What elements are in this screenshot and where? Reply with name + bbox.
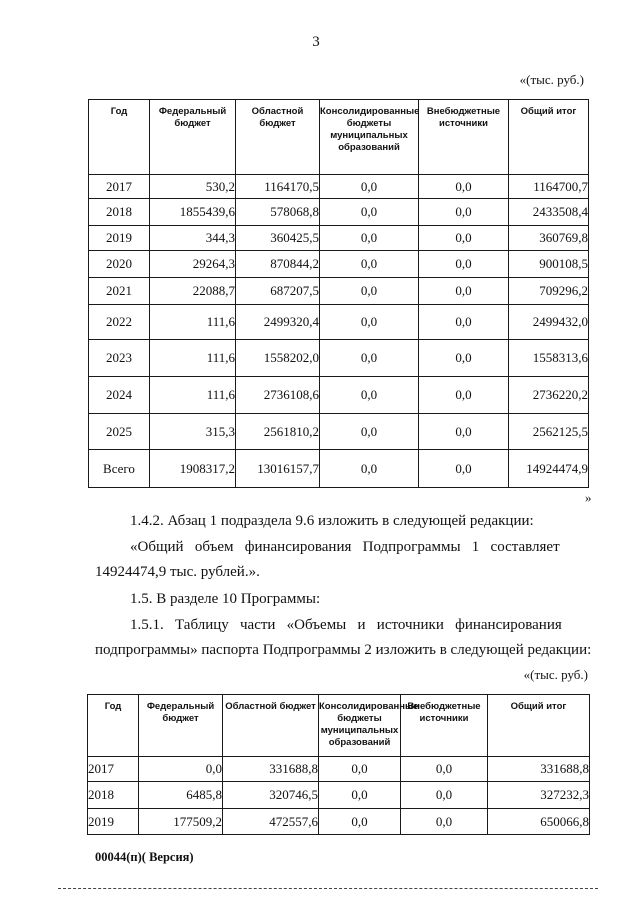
cell-federal-budget: 1908317,2 (150, 450, 236, 488)
table-row (89, 305, 589, 340)
header-federal-budget: Федеральный бюджет (139, 695, 223, 757)
cell-year: 2022 (89, 305, 150, 340)
table-header-row (88, 695, 590, 757)
header-municipal-budgets: Консолидированные бюджеты муниципальных образований (320, 100, 419, 175)
cell-federal-budget: 29264,3 (150, 251, 236, 278)
cell-federal-budget: 6485,8 (139, 782, 223, 809)
cell-extrabudgetary: 0,0 (419, 199, 509, 226)
table-row (89, 377, 589, 414)
table2-unit-label: «(тыс. руб.) (523, 667, 588, 682)
page-number: 3 (312, 34, 320, 50)
table-row (89, 278, 589, 305)
cell-year: 2023 (89, 340, 150, 377)
cell-total: 331688,8 (488, 757, 590, 782)
cell-extrabudgetary: 0,0 (419, 414, 509, 450)
header-year: Год (89, 100, 150, 175)
cell-extrabudgetary: 0,0 (419, 251, 509, 278)
cell-federal-budget: 22088,7 (150, 278, 236, 305)
cell-extrabudgetary: 0,0 (419, 278, 509, 305)
cell-federal-budget: 177509,2 (139, 809, 223, 835)
header-regional-budget: Областной бюджет (236, 100, 320, 175)
cell-year: 2020 (89, 251, 150, 278)
cell-total: 2562125,5 (509, 414, 589, 450)
cell-extrabudgetary: 0,0 (419, 450, 509, 488)
paragraph-1-5-1-line1: 1.5.1. Таблицу части «Объемы и источники финансирования (130, 617, 562, 633)
cell-total: 360769,8 (509, 226, 589, 251)
paragraph-1-5-1-line2: подпрограммы» паспорта Подпрограммы 2 изложить в следующей редакции: (95, 642, 592, 658)
cell-municipal-budgets: 0,0 (320, 251, 419, 278)
cell-total: 650066,8 (488, 809, 590, 835)
cell-municipal-budgets: 0,0 (320, 278, 419, 305)
cell-municipal-budgets: 0,0 (320, 377, 419, 414)
header-total: Общий итог (509, 100, 589, 175)
cell-total: 900108,5 (509, 251, 589, 278)
cell-extrabudgetary: 0,0 (419, 377, 509, 414)
cell-municipal-budgets: 0,0 (320, 305, 419, 340)
header-municipal-budgets: Консолидированные бюджеты муниципальных образований (319, 695, 401, 757)
cell-extrabudgetary: 0,0 (401, 782, 488, 809)
funding-table-subprogram-2 (87, 694, 590, 835)
cell-total: 2499432,0 (509, 305, 589, 340)
cell-regional-budget: 870844,2 (236, 251, 320, 278)
header-regional-budget: Областной бюджет (223, 695, 319, 757)
document-version-footer: 00044(п)( Версия) (95, 850, 194, 864)
cell-year: 2018 (88, 782, 139, 809)
cell-regional-budget: 2736108,6 (236, 377, 320, 414)
cell-total: 2433508,4 (509, 199, 589, 226)
bottom-divider (58, 888, 598, 889)
cell-year: 2017 (88, 757, 139, 782)
cell-regional-budget: 360425,5 (236, 226, 320, 251)
cell-extrabudgetary: 0,0 (419, 226, 509, 251)
cell-regional-budget: 687207,5 (236, 278, 320, 305)
cell-year: 2021 (89, 278, 150, 305)
table-header-row (89, 100, 589, 175)
cell-total: 327232,3 (488, 782, 590, 809)
cell-regional-budget: 331688,8 (223, 757, 319, 782)
cell-year: 2017 (89, 175, 150, 199)
cell-municipal-budgets: 0,0 (320, 175, 419, 199)
paragraph-total-financing-line2: 14924474,9 тыс. рублей.». (95, 564, 260, 580)
cell-extrabudgetary: 0,0 (419, 340, 509, 377)
cell-extrabudgetary: 0,0 (419, 305, 509, 340)
header-extrabudgetary: Внебюджетные источники (419, 100, 509, 175)
cell-municipal-budgets: 0,0 (320, 199, 419, 226)
cell-year: 2019 (88, 809, 139, 835)
paragraph-1-4-2: 1.4.2. Абзац 1 подраздела 9.6 изложить в следующей редакции: (130, 513, 534, 529)
cell-regional-budget: 13016157,7 (236, 450, 320, 488)
cell-year: 2018 (89, 199, 150, 226)
cell-regional-budget: 1558202,0 (236, 340, 320, 377)
funding-table-subprogram-1 (88, 99, 589, 488)
table1-unit-label: «(тыс. руб.) (519, 72, 584, 87)
cell-federal-budget: 111,6 (150, 305, 236, 340)
cell-federal-budget: 344,3 (150, 226, 236, 251)
cell-federal-budget: 111,6 (150, 377, 236, 414)
cell-municipal-budgets: 0,0 (320, 226, 419, 251)
header-year: Год (88, 695, 139, 757)
table-row (89, 251, 589, 278)
paragraph-total-financing-line1: «Общий объем финансирования Подпрограммы 1 составляет (130, 539, 560, 555)
cell-total: 709296,2 (509, 278, 589, 305)
paragraph-1-5: 1.5. В разделе 10 Программы: (130, 591, 321, 607)
cell-municipal-budgets: 0,0 (320, 340, 419, 377)
cell-total: 1558313,6 (509, 340, 589, 377)
table-row (89, 199, 589, 226)
cell-year: 2019 (89, 226, 150, 251)
cell-extrabudgetary: 0,0 (419, 175, 509, 199)
cell-federal-budget: 315,3 (150, 414, 236, 450)
header-extrabudgetary: Внебюджетные источники (401, 695, 488, 757)
table-row (88, 757, 590, 782)
cell-regional-budget: 320746,5 (223, 782, 319, 809)
cell-regional-budget: 1164170,5 (236, 175, 320, 199)
table-row (89, 226, 589, 251)
cell-municipal-budgets: 0,0 (320, 414, 419, 450)
cell-regional-budget: 2561810,2 (236, 414, 320, 450)
cell-regional-budget: 2499320,4 (236, 305, 320, 340)
cell-federal-budget: 1855439,6 (150, 199, 236, 226)
table-row (89, 450, 589, 488)
cell-federal-budget: 111,6 (150, 340, 236, 377)
cell-municipal-budgets: 0,0 (319, 809, 401, 835)
table-row (88, 782, 590, 809)
table-row (89, 175, 589, 199)
closing-quote: » (585, 490, 592, 505)
cell-extrabudgetary: 0,0 (401, 809, 488, 835)
cell-year: Всего (89, 450, 150, 488)
cell-total: 14924474,9 (509, 450, 589, 488)
cell-total: 1164700,7 (509, 175, 589, 199)
table-row (89, 340, 589, 377)
table-row (89, 414, 589, 450)
cell-regional-budget: 472557,6 (223, 809, 319, 835)
cell-extrabudgetary: 0,0 (401, 757, 488, 782)
cell-municipal-budgets: 0,0 (319, 782, 401, 809)
header-federal-budget: Федеральный бюджет (150, 100, 236, 175)
cell-federal-budget: 0,0 (139, 757, 223, 782)
cell-municipal-budgets: 0,0 (320, 450, 419, 488)
table-row (88, 809, 590, 835)
header-total: Общий итог (488, 695, 590, 757)
cell-municipal-budgets: 0,0 (319, 757, 401, 782)
cell-regional-budget: 578068,8 (236, 199, 320, 226)
cell-year: 2024 (89, 377, 150, 414)
cell-federal-budget: 530,2 (150, 175, 236, 199)
cell-total: 2736220,2 (509, 377, 589, 414)
cell-year: 2025 (89, 414, 150, 450)
